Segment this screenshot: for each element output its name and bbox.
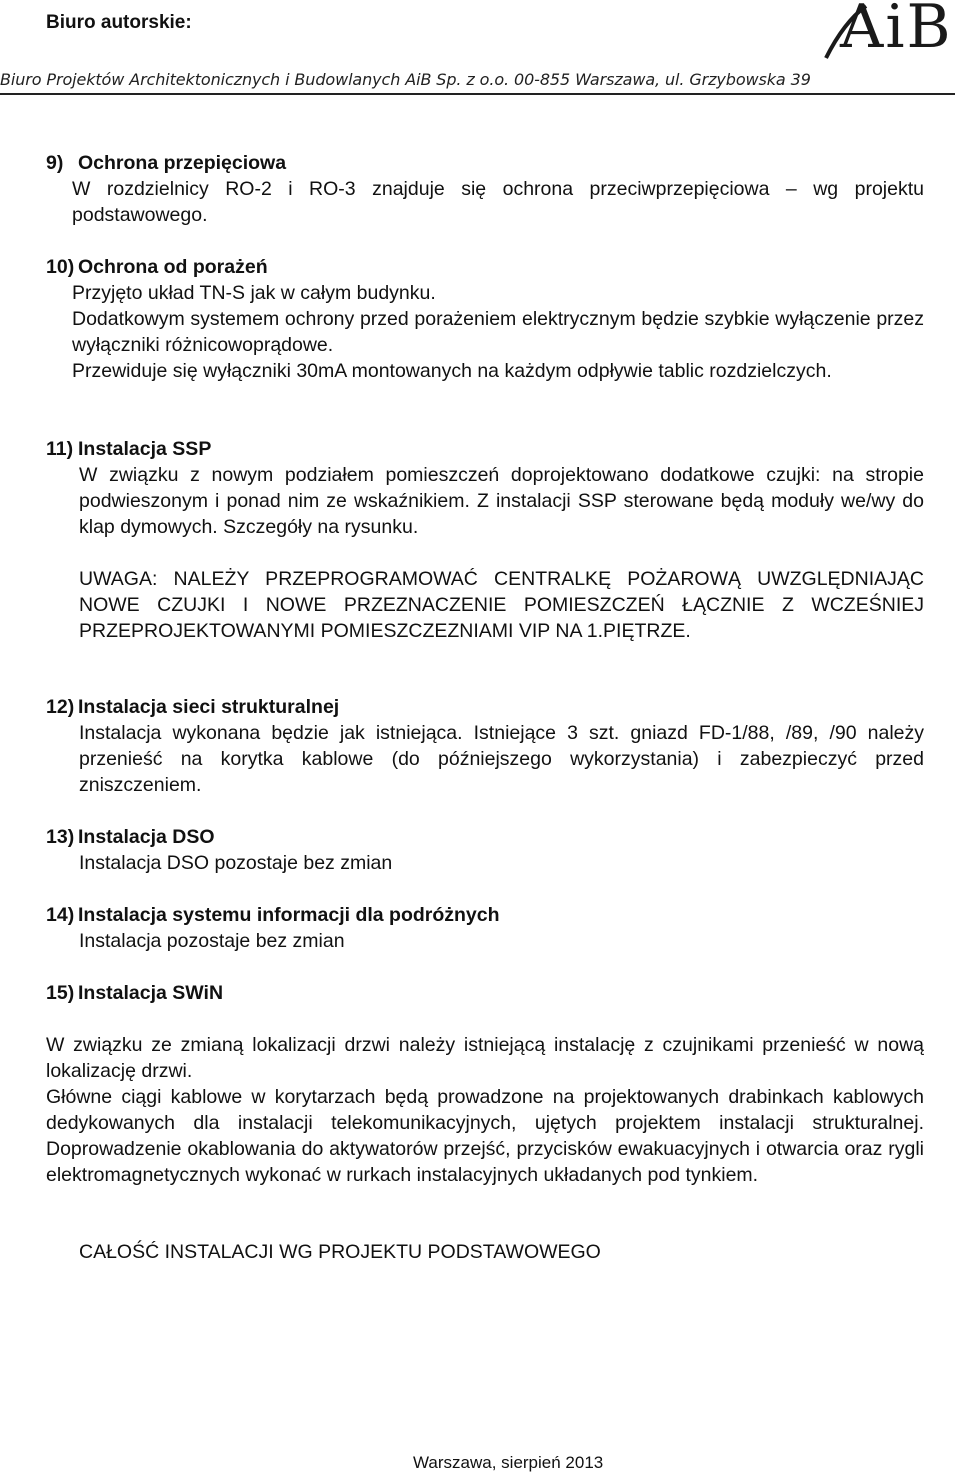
footer-place-date: Warszawa, sierpień 2013 xyxy=(413,1453,604,1472)
section-15-heading xyxy=(46,980,223,1006)
section-14-title: Instalacja systemu informacji dla podróżnych xyxy=(78,904,500,926)
section-9-title: Ochrona przepięciowa xyxy=(78,152,287,174)
section-10-heading xyxy=(46,254,268,280)
section-14-number: 14) xyxy=(46,904,75,926)
section-10-line-2: Dodatkowym systemem ochrony przed porażeniem elektrycznym będzie szybkie wyłączenie przez wyłączniki różnicowoprądowe. xyxy=(72,308,924,356)
section-10-line-1: Przyjęto układ TN-S jak w całym budynku. xyxy=(72,282,436,304)
section-11-warning: UWAGA: NALEŻY PRZEPROGRAMOWAĆ CENTRALKĘ POŻAROWĄ UWZGLĘDNIAJĄC NOWE CZUJKI I NOWE PRZEZNACZENIE POMIESZCZEŃ ŁĄCZNIE Z WCZEŚNIEJ PRZEPROJEKTOWANYMI POMIESZCZEZNIAMI VIP NA 1.PIĘTRZE. xyxy=(79,568,924,642)
section-13-heading xyxy=(46,824,215,850)
section-15-number: 15) xyxy=(46,982,75,1004)
section-10-number: 10) xyxy=(46,256,75,278)
section-10-line-3: Przewiduje się wyłączniki 30mA montowanych na każdym odpływie tablic rozdzielczych. xyxy=(72,360,832,382)
section-11-heading xyxy=(46,436,211,462)
section-15-title: Instalacja SWiN xyxy=(78,982,224,1004)
firm-address-line: Biuro Projektów Architektonicznych i Budowlanych AiB Sp. z o.o. 00-855 Warszawa, ul. Grzybowska 39 xyxy=(0,70,811,89)
section-15-closing: CAŁOŚĆ INSTALACJI WG PROJEKTU PODSTAWOWEGO xyxy=(79,1241,601,1263)
section-15-para-2: Główne ciągi kablowe w korytarzach będą prowadzone na projektowanych drabinkach kablowych dedykowanych dla instalacji telekomunikacyjnych, ujętych projektem instalacji strukturalnej. Doprowadzenie okablowania do aktywatorów przejść, przycisków ewakuacyjnych i otwarcia oraz rygli elektromagnetycznych wykonać w rurkach instalacyjnych układanych pod tynkiem. xyxy=(46,1086,924,1186)
section-9-body: W rozdzielnicy RO-2 i RO-3 znajduje się ochrona przeciwprzepięciowa – wg projektu podstawowego. xyxy=(72,178,924,226)
section-15-para-1: W związku ze zmianą lokalizacji drzwi należy istniejącą instalację z czujnikami przenieść w nową lokalizację drzwi. xyxy=(46,1034,924,1082)
section-13-title: Instalacja DSO xyxy=(78,826,215,848)
header-divider xyxy=(0,93,955,95)
company-logo: AiB xyxy=(840,0,953,62)
section-11-body: W związku z nowym podziałem pomieszczeń doprojektowano dodatkowe czujki: na stropie podwieszonym i ponad nim ze wskaźnikiem. Z instalacji SSP sterowane będą moduły we/wy do klap dymowych. Szczegóły na rysunku. xyxy=(79,464,924,538)
section-9-number: 9) xyxy=(46,152,64,174)
section-14-body: Instalacja pozostaje bez zmian xyxy=(79,930,345,952)
section-11-title: Instalacja SSP xyxy=(78,438,212,460)
section-12-title: Instalacja sieci strukturalnej xyxy=(78,696,340,718)
section-12-number: 12) xyxy=(46,696,75,718)
section-12-heading xyxy=(46,694,339,720)
section-11-number: 11) xyxy=(46,438,74,460)
section-10-title: Ochrona od porażeń xyxy=(78,256,268,278)
office-label: Biuro autorskie: xyxy=(46,12,192,33)
section-9-heading xyxy=(46,150,286,176)
section-13-body: Instalacja DSO pozostaje bez zmian xyxy=(79,852,393,874)
section-12-body: Instalacja wykonana będzie jak istniejąca. Istniejące 3 szt. gniazd FD-1/88, /89, /90 należy przenieść na korytka kablowe (do późniejszego wykorzystania) i zabezpieczyć przed zniszczeniem. xyxy=(79,722,924,796)
section-14-heading xyxy=(46,902,500,928)
section-13-number: 13) xyxy=(46,826,75,848)
